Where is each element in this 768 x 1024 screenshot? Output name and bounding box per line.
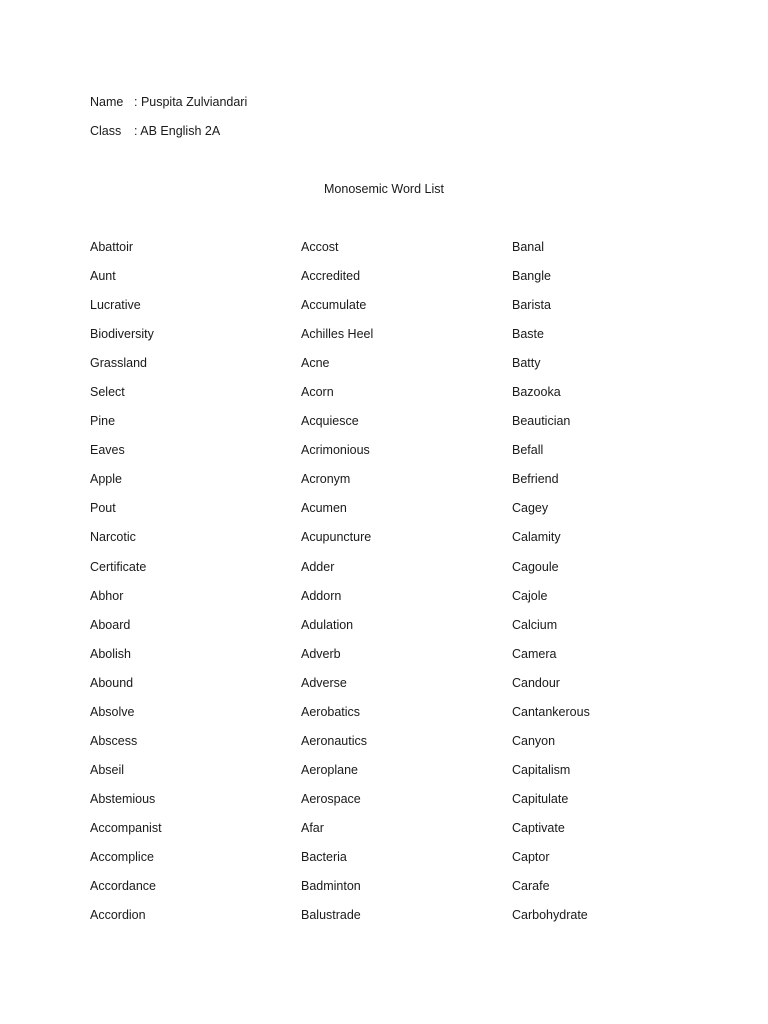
word-item: Calamity: [512, 530, 561, 545]
word-column-1: [90, 239, 162, 936]
word-item: Acrimonious: [301, 443, 370, 458]
word-item: Bacteria: [301, 849, 347, 864]
word-item: Carbohydrate: [512, 908, 588, 923]
name-label: Name: [90, 95, 124, 109]
word-item: Barista: [512, 298, 551, 313]
word-item: Accordance: [90, 879, 157, 894]
word-item: Badminton: [301, 879, 361, 894]
word-item: Abstemious: [90, 791, 156, 806]
word-item: Eaves: [90, 443, 125, 458]
word-item: Befall: [512, 443, 544, 458]
word-item: Grassland: [90, 356, 147, 371]
word-item: Batty: [512, 356, 541, 371]
word-item: Acumen: [301, 501, 347, 516]
word-item: Acorn: [301, 385, 334, 400]
word-item: Carafe: [512, 879, 550, 894]
word-item: Abolish: [90, 646, 131, 661]
word-item: Aeronautics: [301, 733, 368, 748]
class-value: : AB English 2A: [134, 124, 221, 138]
word-item: Aunt: [90, 269, 116, 284]
class-row: [90, 123, 220, 139]
word-item: Capitalism: [512, 762, 571, 777]
word-item: Certificate: [90, 559, 147, 574]
word-item: Biodiversity: [90, 327, 154, 342]
word-item: Canyon: [512, 733, 556, 748]
word-item: Apple: [90, 472, 122, 487]
word-item: Acronym: [301, 472, 351, 487]
word-item: Beautician: [512, 414, 571, 429]
name-value: : Puspita Zulviandari: [134, 95, 248, 109]
word-item: Aeroplane: [301, 762, 358, 777]
word-item: Achilles Heel: [301, 327, 374, 342]
word-item: Accost: [301, 240, 339, 254]
word-item: Addorn: [301, 588, 342, 603]
word-item: Cajole: [512, 588, 548, 603]
word-item: Select: [90, 385, 125, 400]
word-item: Adverse: [301, 675, 347, 690]
word-item: Absolve: [90, 704, 135, 719]
word-item: Bazooka: [512, 385, 561, 400]
word-item: Adder: [301, 559, 335, 574]
word-column-2: [301, 239, 373, 936]
word-item: Acquiesce: [301, 414, 359, 429]
word-item: Afar: [301, 820, 324, 835]
class-label: Class: [90, 124, 122, 138]
word-item: Camera: [512, 646, 557, 661]
word-item: Abound: [90, 675, 134, 690]
word-item: Aerobatics: [301, 704, 361, 719]
word-item: Cagey: [512, 501, 549, 516]
word-item: Adulation: [301, 617, 354, 632]
word-item: Aerospace: [301, 791, 361, 806]
word-item: Accumulate: [301, 298, 367, 313]
word-item: Lucrative: [90, 298, 141, 313]
name-row: [90, 94, 247, 110]
word-item: Cantankerous: [512, 704, 590, 719]
word-item: Accomplice: [90, 849, 154, 864]
word-item: Acupuncture: [301, 530, 372, 545]
word-item: Candour: [512, 675, 560, 690]
word-item: Cagoule: [512, 559, 559, 574]
word-item: Balustrade: [301, 908, 361, 923]
word-item: Accompanist: [90, 820, 162, 835]
word-item: Befriend: [512, 472, 559, 487]
word-item: Abseil: [90, 762, 125, 777]
word-item: Calcium: [512, 617, 558, 632]
word-item: Captivate: [512, 820, 565, 835]
word-item: Bangle: [512, 269, 551, 284]
word-item: Baste: [512, 327, 544, 342]
word-item: Pine: [90, 414, 116, 429]
page-title: Monosemic Word List: [324, 182, 444, 196]
word-item: Aboard: [90, 617, 131, 632]
word-item: Pout: [90, 501, 116, 516]
word-item: Captor: [512, 849, 550, 864]
word-item: Accredited: [301, 269, 361, 284]
word-item: Banal: [512, 240, 544, 254]
word-item: Adverb: [301, 646, 341, 661]
word-item: Accordion: [90, 908, 146, 923]
word-item: Abattoir: [90, 240, 134, 254]
word-item: Acne: [301, 356, 330, 371]
word-item: Capitulate: [512, 791, 569, 806]
word-column-3: [512, 239, 590, 936]
word-item: Abhor: [90, 588, 124, 603]
word-item: Narcotic: [90, 530, 136, 545]
word-item: Abscess: [90, 733, 138, 748]
